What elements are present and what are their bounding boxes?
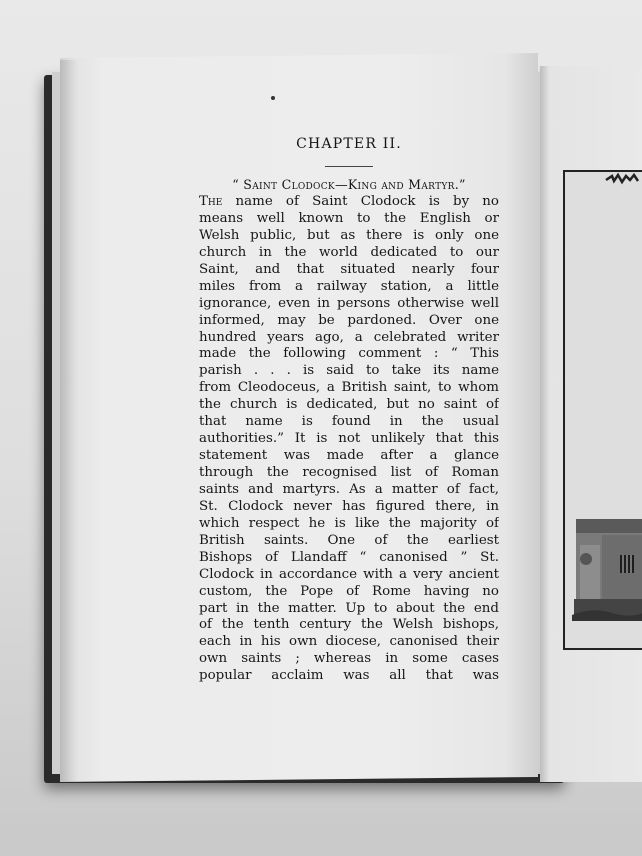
body-line: part in the matter. Up to about the end <box>199 600 499 616</box>
body-line: from Cleodoceus, a British saint, to whom <box>199 380 499 396</box>
chapter-heading: CHAPTER II. <box>296 136 402 152</box>
body-line: popular acclaim was all that was <box>199 668 499 684</box>
page-gutter-shadow <box>60 60 78 782</box>
body-line: Saint, and that situated nearly four <box>199 261 499 277</box>
body-line: Clodock in accordance with a very ancient <box>199 566 499 582</box>
body-line: custom, the Pope of Rome having no <box>199 583 499 599</box>
body-line: means well known to the English or <box>199 210 499 226</box>
page-text <box>199 136 499 685</box>
body-line: St. Clodock never has figured there, in <box>199 498 499 514</box>
body-line: of the tenth century the Welsh bishops, <box>199 617 499 633</box>
section-title: “ Saint Clodock—King and Martyr.” <box>232 177 466 192</box>
body-line: ignorance, even in persons otherwise well <box>199 295 499 311</box>
body-line: Welsh public, but as there is only one <box>199 227 499 243</box>
body-line: miles from a railway station, a little <box>199 278 499 294</box>
body-paragraph <box>199 211 499 685</box>
body-line: which respect he is like the majority of <box>199 515 499 531</box>
first-line-rest: name of Saint Clodock is by no <box>222 194 499 209</box>
church-building-illustration-icon <box>572 515 642 621</box>
plate-top-ornament-icon <box>604 172 640 186</box>
body-line: statement was made after a glance <box>199 448 499 464</box>
body-line: each in his own diocese, canonised their <box>199 634 499 650</box>
body-line: through the recognised list of Roman <box>199 465 499 480</box>
body-line: Bishops of Llandaff “ canonised ” St. <box>199 549 499 565</box>
body-line: made the following comment : “ This <box>199 346 499 362</box>
body-line: parish . . . is said to take its name <box>199 363 499 379</box>
heading-rule <box>325 166 373 167</box>
body-line: hundred years ago, a celebrated writer <box>199 329 499 345</box>
body-line: church in the world dedicated to our <box>199 244 499 260</box>
first-word: The <box>199 194 223 209</box>
body-line: the church is dedicated, but no saint of <box>199 397 499 413</box>
body-line-first <box>199 194 499 211</box>
body-line: informed, may be pardoned. Over one <box>199 312 499 328</box>
body-line: own saints ; whereas in some cases <box>199 651 499 667</box>
body-line: that name is found in the usual <box>199 414 499 430</box>
body-line: authorities.” It is not unlikely that this <box>199 431 499 447</box>
body-line: saints and martyrs. As a matter of fact, <box>199 481 499 497</box>
page-mark <box>271 96 275 100</box>
body-line: British saints. One of the earliest <box>199 532 499 548</box>
